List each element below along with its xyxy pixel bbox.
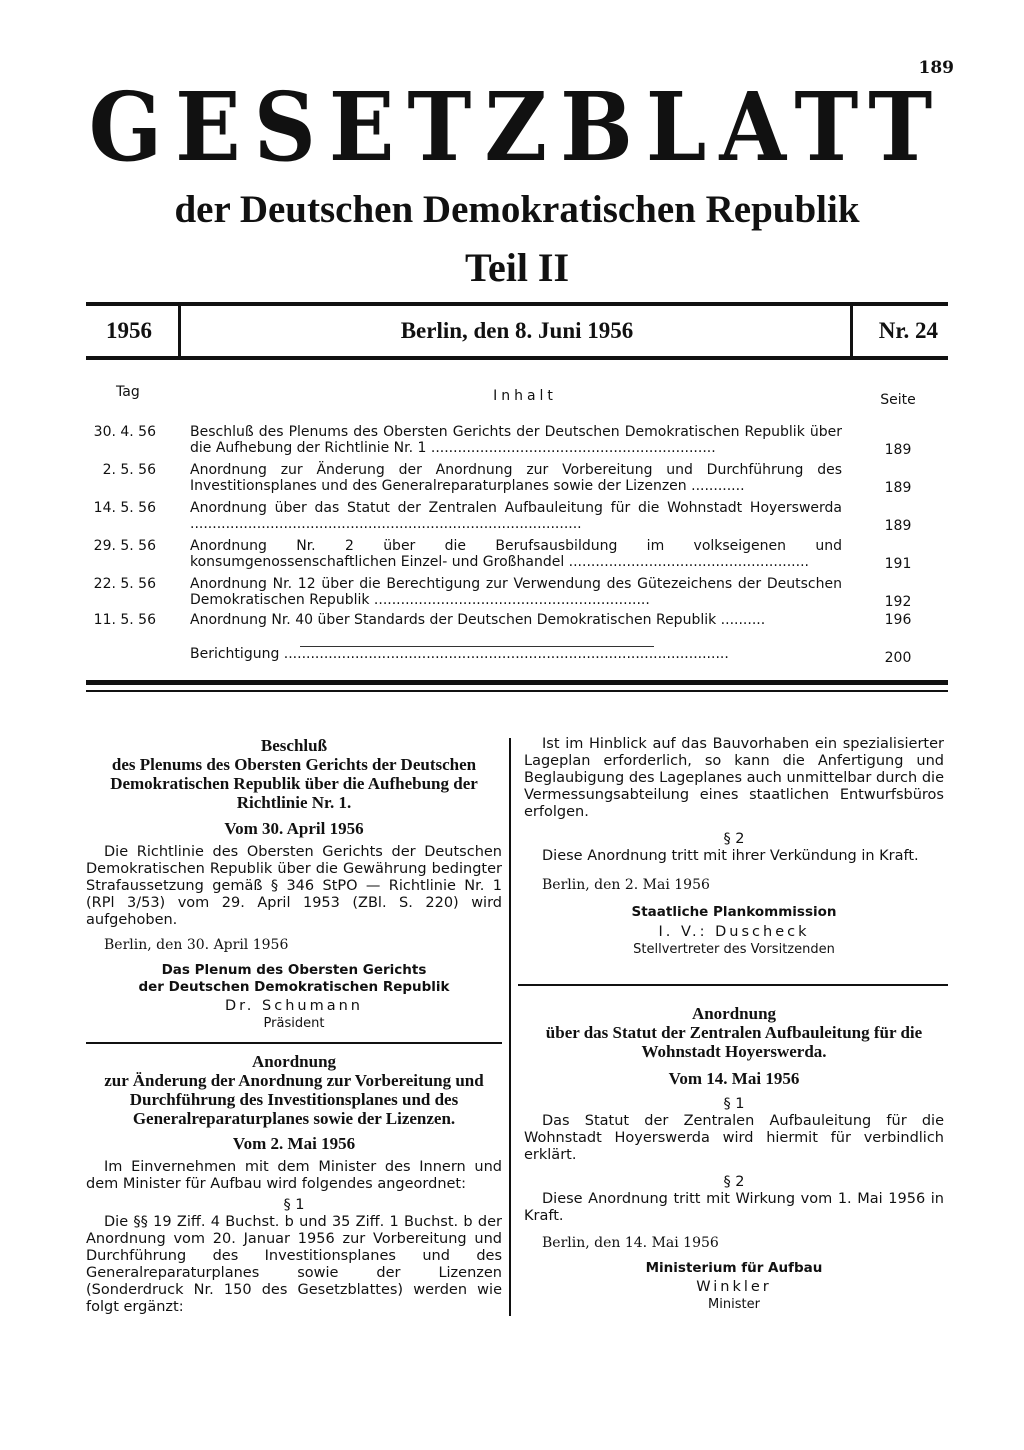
paragraph-marker: § 2 bbox=[723, 1174, 745, 1190]
article-subheading: des Plenums des Obersten Gerichts der Deutschen Demokratischen Republik über die Aufhebung der Richtlinie Nr. 1. bbox=[110, 755, 478, 812]
toc-title: Anordnung zur Änderung der Anordnung zur Vorbereitung und Durchführung des Investitionsplanes und des Generalreparaturplanes sowie der Lizenzen ............ bbox=[190, 462, 842, 494]
article-body: Die Richtlinie des Obersten Gerichts der Deutschen Demokratischen Republik über die Gewährung bedingter Strafaussetzung gemäß § 346 StPO — Richtlinie Nr. 1 (RPl 3/53) vom 29. April 1953 (ZBl. S. 220) wird aufgehoben. bbox=[86, 844, 502, 928]
article-heading: Anordnung bbox=[251, 1052, 337, 1071]
dateline-bar bbox=[86, 302, 948, 360]
article-anordnung-aenderung bbox=[86, 1052, 502, 1316]
article-body: Diese Anordnung tritt mit Wirkung vom 1. Mai 1956 in Kraft. bbox=[524, 1191, 944, 1224]
article-body: Das Statut der Zentralen Aufbauleitung für die Wohnstadt Hoyerswerda wird hiermit für verbindlich erklärt. bbox=[524, 1113, 944, 1163]
article-date: Vom 30. April 1956 bbox=[224, 819, 364, 838]
toc-date: 29. 5. 56 bbox=[93, 538, 156, 554]
article-body: Ist im Hinblick auf das Bauvorhaben ein spezialisierter Lageplan erforderlich, so kann die Anfertigung und Beglaubigung des Lageplanes auch unmittelbar durch die Vermessungsabteilung eines staatlichen Entwurfsbüros erfolgen. bbox=[524, 736, 944, 820]
toc-title: Berichtigung .................................................................................................... bbox=[190, 646, 729, 662]
article-beschluss bbox=[86, 736, 502, 1032]
article-separator bbox=[518, 984, 948, 986]
dateline-divider bbox=[178, 306, 181, 356]
toc-date: 30. 4. 56 bbox=[93, 424, 156, 440]
signature-role: Minister bbox=[708, 1297, 760, 1312]
article-continuation bbox=[524, 736, 944, 958]
toc-header-tag: Tag bbox=[116, 384, 140, 400]
issue-year: 1956 bbox=[106, 318, 152, 343]
masthead-subtitle: der Deutschen Demokratischen Republik bbox=[174, 188, 860, 231]
article-body: Im Einvernehmen mit dem Minister des Innern und dem Minister für Aufbau wird folgendes angeordnet: bbox=[86, 1159, 502, 1192]
column-divider bbox=[509, 738, 511, 1316]
place-date: Berlin, den 2. Mai 1956 bbox=[542, 877, 710, 893]
toc-title: Anordnung Nr. 2 über die Berufsausbildung im volkseigenen und konsumgenossenschaftlichen Einzel- und Großhandel ...................................................... bbox=[190, 538, 842, 570]
section-rule bbox=[86, 690, 948, 692]
toc-header-seite: Seite bbox=[880, 392, 916, 408]
paragraph-marker: § 1 bbox=[283, 1197, 305, 1213]
signature-org: Staatliche Plankommission bbox=[631, 904, 837, 920]
signature-role: Präsident bbox=[263, 1016, 325, 1031]
signature-org: der Deutschen Demokratischen Republik bbox=[138, 979, 450, 995]
article-body: Diese Anordnung tritt mit ihrer Verkündung in Kraft. bbox=[542, 848, 919, 864]
signature-name: I. V.: Duscheck bbox=[658, 924, 810, 940]
paragraph-marker: § 2 bbox=[723, 831, 745, 847]
page-number: 189 bbox=[918, 58, 954, 78]
toc-date: 2. 5. 56 bbox=[102, 462, 156, 478]
article-date: Vom 14. Mai 1956 bbox=[668, 1069, 800, 1088]
toc-title: Beschluß des Plenums des Obersten Gerichts der Deutschen Demokratischen Republik über die Aufhebung der Richtlinie Nr. 1 ................................................................ bbox=[190, 424, 842, 456]
toc-page: 200 bbox=[884, 650, 912, 666]
toc-page: 189 bbox=[884, 518, 912, 534]
toc-date: 14. 5. 56 bbox=[93, 500, 156, 516]
part-label: Teil II bbox=[464, 245, 570, 290]
article-separator bbox=[86, 1042, 502, 1044]
article-heading: Anordnung bbox=[691, 1004, 777, 1023]
place-date: Berlin, den 14. Mai 1956 bbox=[542, 1235, 719, 1251]
article-subheading: über das Statut der Zentralen Aufbauleitung für die Wohnstadt Hoyerswerda. bbox=[545, 1023, 923, 1061]
toc-page: 189 bbox=[884, 480, 912, 496]
issue-number: Nr. 24 bbox=[878, 318, 938, 343]
dateline-divider bbox=[850, 306, 853, 356]
issue-place-date: Berlin, den 8. Juni 1956 bbox=[400, 318, 634, 343]
toc-title: Anordnung Nr. 12 über die Berechtigung zur Verwendung des Gütezeichens der Deutschen Demokratischen Republik .............................................................. bbox=[190, 576, 842, 608]
toc-date: 22. 5. 56 bbox=[93, 576, 156, 592]
toc-title: Anordnung über das Statut der Zentralen Aufbauleitung für die Wohnstadt Hoyerswerda ........................................................................................ bbox=[190, 500, 842, 532]
signature-name: Winkler bbox=[696, 1279, 772, 1295]
toc-title: Anordnung Nr. 40 über Standards der Deutschen Demokratischen Republik .......... bbox=[190, 612, 766, 628]
article-anordnung-hoyerswerda bbox=[524, 1004, 944, 1313]
toc-header-inhalt: Inhalt bbox=[493, 388, 557, 404]
signature-org: Ministerium für Aufbau bbox=[645, 1260, 823, 1276]
section-rule bbox=[86, 680, 948, 685]
toc-page: 191 bbox=[884, 556, 912, 572]
toc-page: 196 bbox=[884, 612, 912, 628]
article-date: Vom 2. Mai 1956 bbox=[232, 1134, 356, 1153]
toc-page: 192 bbox=[884, 594, 912, 610]
article-body: Die §§ 19 Ziff. 4 Buchst. b und 35 Ziff. 1 Buchst. b der Anordnung vom 20. Januar 1956 zur Vorbereitung und Durchführung des Investitionsplanes und des Generalreparaturplanes sowie der Lizenzen (Sonderdruck Nr. 150 des Gesetzblattes) werden wie folgt ergänzt: bbox=[86, 1214, 502, 1315]
place-date: Berlin, den 30. April 1956 bbox=[104, 937, 289, 953]
masthead-title: GESETZBLATT bbox=[88, 71, 946, 183]
toc-date: 11. 5. 56 bbox=[93, 612, 156, 628]
signature-org: Das Plenum des Obersten Gerichts bbox=[161, 962, 427, 978]
toc-page: 189 bbox=[884, 442, 912, 458]
paragraph-marker: § 1 bbox=[723, 1096, 745, 1112]
article-heading: Beschluß bbox=[260, 736, 328, 755]
signature-name: Dr. Schumann bbox=[225, 998, 363, 1014]
article-subheading: zur Änderung der Anordnung zur Vorbereitung und Durchführung des Investitionsplanes und des Generalreparaturplanes sowie der Lizenzen. bbox=[104, 1071, 484, 1128]
signature-role: Stellvertreter des Vorsitzenden bbox=[633, 942, 835, 957]
